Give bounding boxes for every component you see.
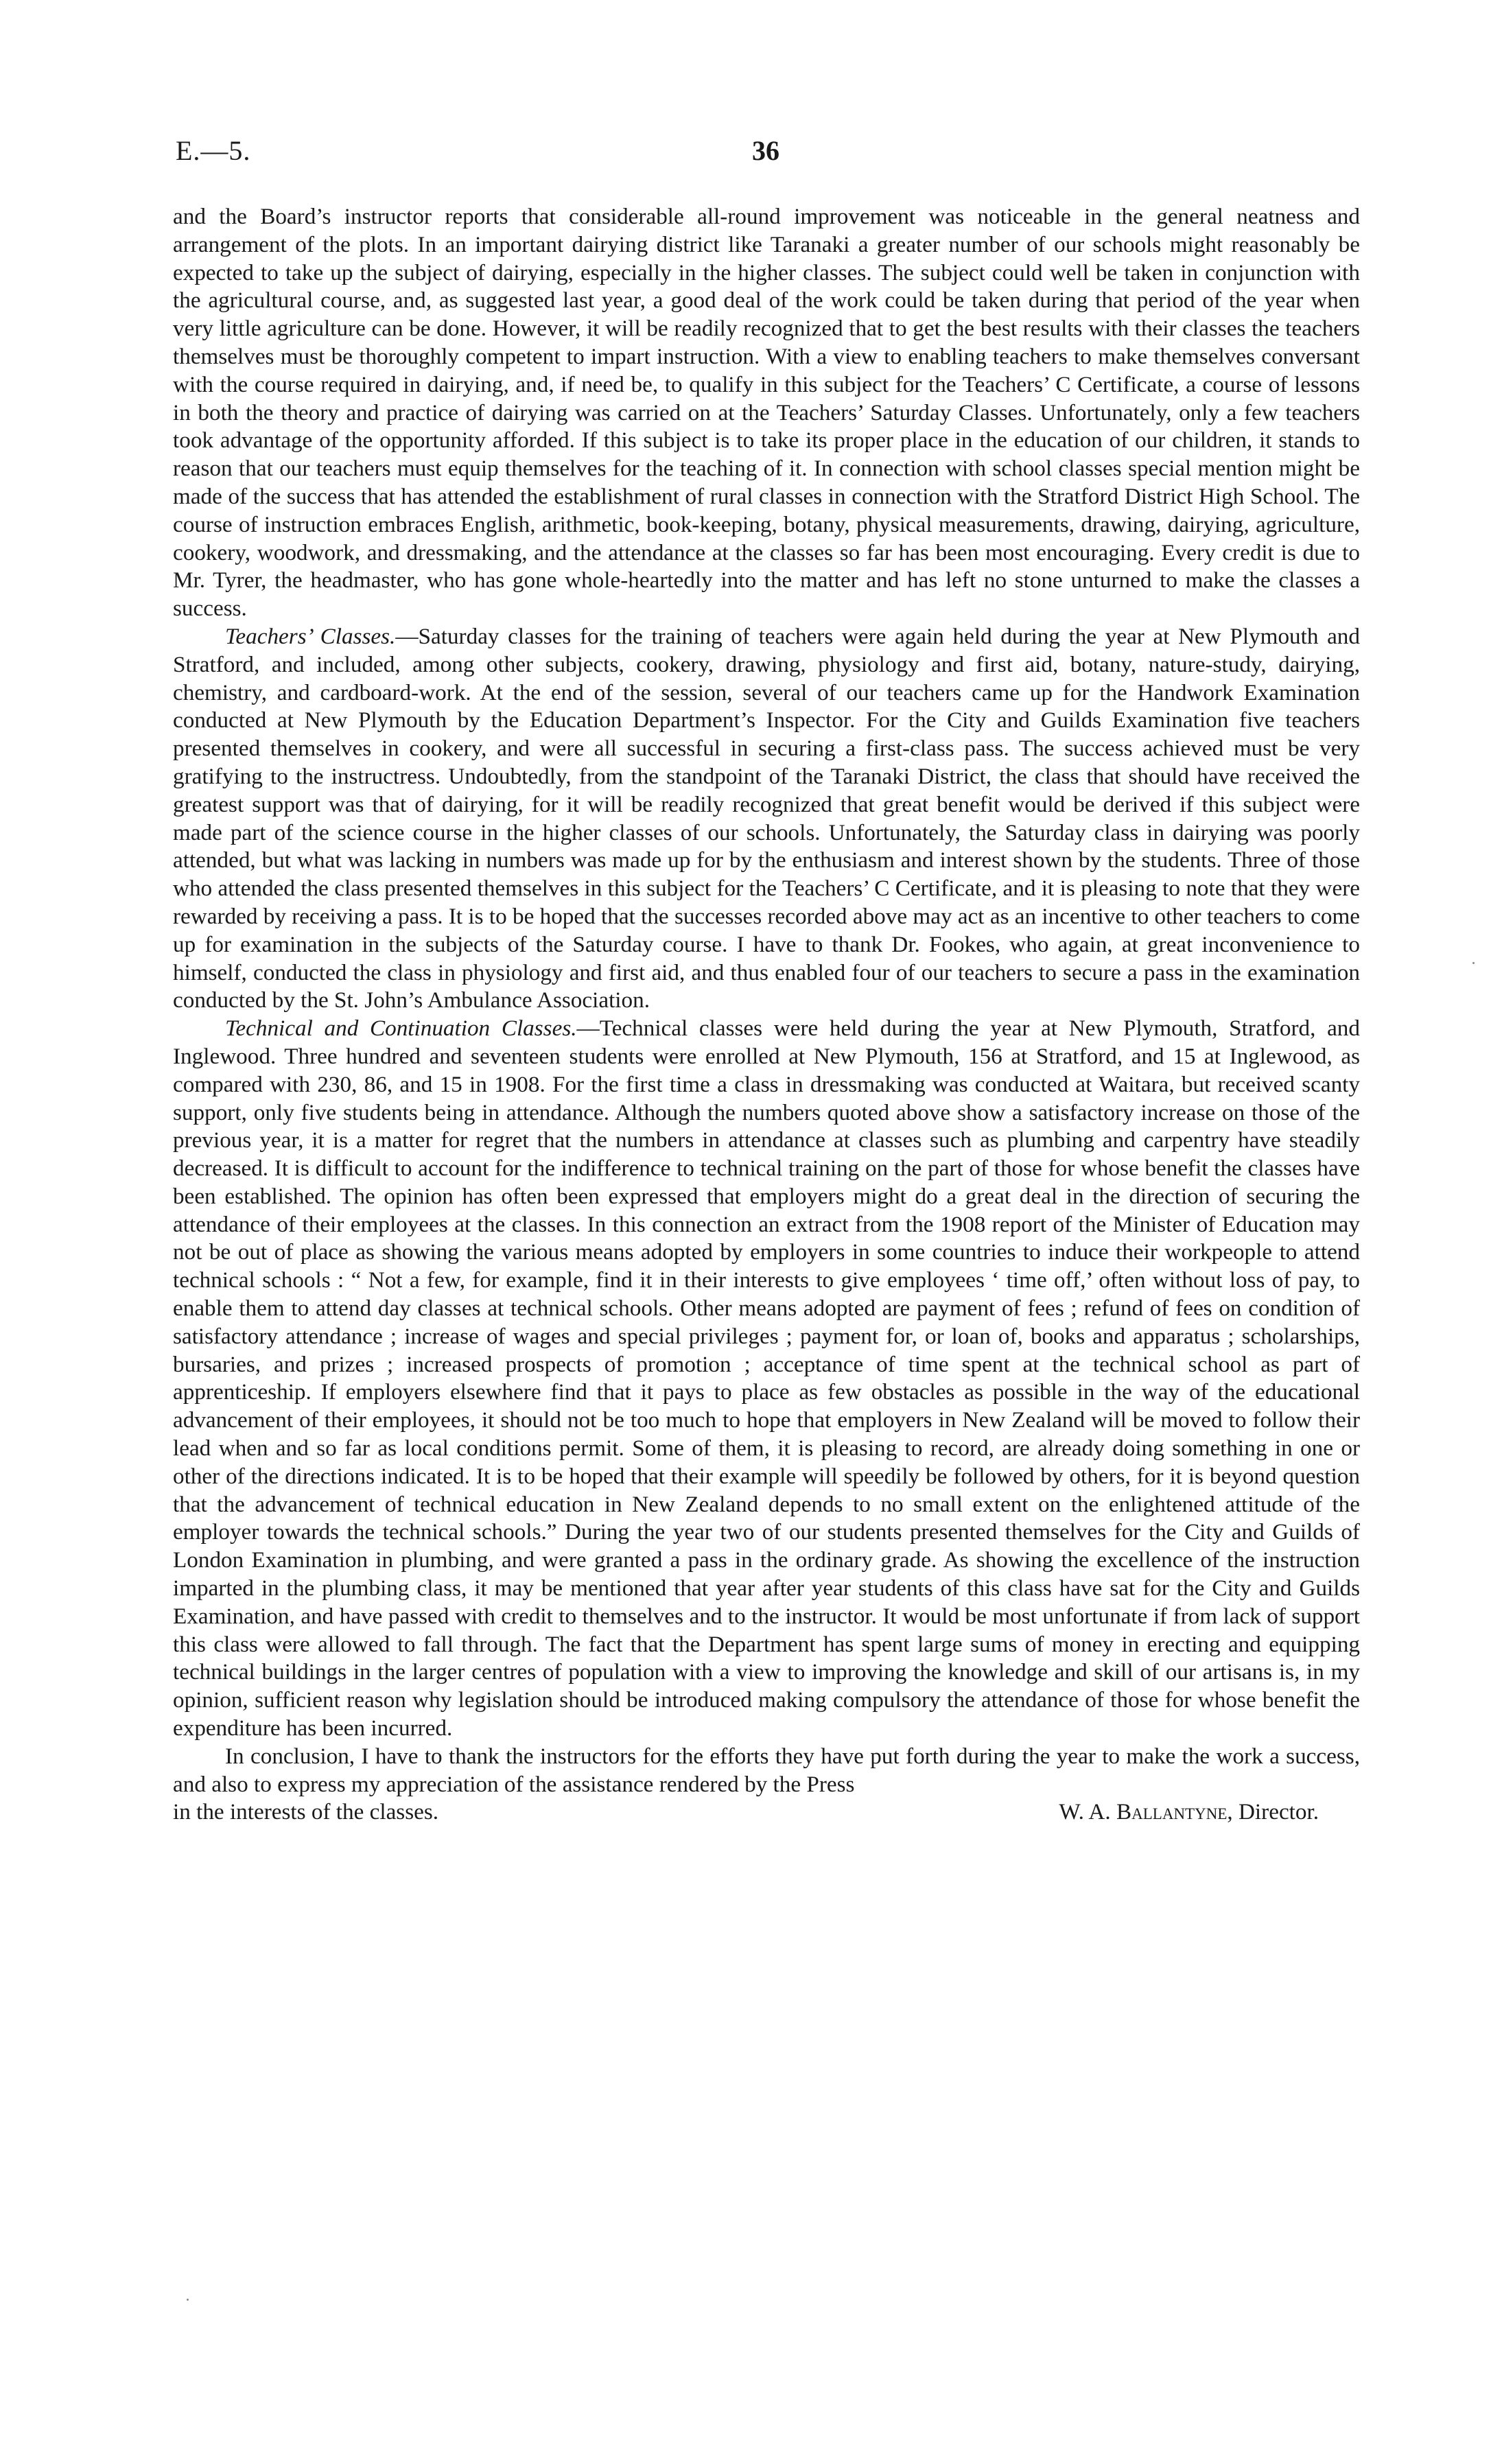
scan-speck xyxy=(187,2299,189,2301)
paragraph-conclusion xyxy=(173,1743,1360,1799)
paragraph-text: —Saturday classes for the training of teachers were again held during the year at New Plymouth and Stratford, and included, among other subjects, cookery, drawing, physiology and first aid, botany, nature-study, dairying, chemistry, and cardboard-work. At the end of the session, several of our teachers came up for the Handwork Examination conducted at New Plymouth by the Education Department’s Inspector. For the City and Guilds Examination five teachers presented themselves in cookery, and were all successful in securing a first-class pass. The success achieved must be very gratifying to the instructress. Undoubtedly, from the standpoint of the Taranaki District, the class that should have received the greatest support was that of dairying, for it will be readily recognized that great benefit would be derived if this subject were made part of the science course in the higher classes of our schools. Unfortunately, the Saturday class in dairying was poorly attended, but what was lacking in numbers was made up for by the enthusiasm and interest shown by the students. Three of those who attended the class presented themselves in this subject for the Teachers’ C Certificate, and it is pleasing to note that they were rewarded by receiving a pass. It is to be hoped that the successes recorded above may act as an incentive to other teachers to come up for examination in the subjects of the Saturday course. I have to thank Dr. Fookes, who again, at great inconvenience to himself, conducted the class in physiology and first aid, and thus enabled four of our teachers to secure a pass in the examination conducted by the St. John’s Ambulance Association. xyxy=(173,623,1360,1013)
signature-initials: W. A. xyxy=(1059,1799,1111,1825)
signature xyxy=(1059,1798,1360,1827)
paragraph-dairying xyxy=(173,203,1360,623)
paragraph-text: and the Board’s instructor reports that considerable all-round improvement was noticeable in the general neatness and arrangement of the plots. In an important dairying district like Taranaki a greater number of our schools might reasonably be expected to take up the subject of dairying, especially in the higher classes. The subject could well be taken in conjunction with the agricultural course, and, as suggested last year, a good deal of the work could be taken during that period of the year when very little agriculture can be done. However, it will be readily recognized that to get the best results with their classes the teachers themselves must be thoroughly competent to impart instruction. With a view to enabling teachers to make themselves conversant with the course required in dairying, and, if need be, to qualify in this subject for the Teachers’ C Certificate, a course of lessons in both the theory and practice of dairying was carried on at the Teachers’ Saturday Classes. Unfortunately, only a few teachers took advantage of the opportunity afforded. If this subject is to take its proper place in the education of our children, it stands to reason that our teachers must equip themselves for the teaching of it. In connection with school classes special mention might be made of the success that has attended the establishment of rural classes in connection with the Stratford District High School. The course of instruction embraces English, arithmetic, book-keeping, botany, physical measurements, drawing, dairying, agriculture, cookery, woodwork, and dressmaking, and the attendance at the classes so far has been most encouraging. Every credit is due to Mr. Tyrer, the headmaster, who has gone whole-heartedly into the matter and has left no stone unturned to make the classes a success. xyxy=(173,204,1360,622)
section-heading-technical-classes: Technical and Continuation Classes. xyxy=(225,1016,577,1042)
signature-line xyxy=(173,1798,1360,1827)
signature-title: , Director. xyxy=(1227,1799,1319,1825)
paragraph-teachers-classes xyxy=(173,623,1360,1015)
closing-last-line: in the interests of the classes. xyxy=(173,1799,439,1825)
report-body xyxy=(173,203,1360,1827)
document-reference: E.—5. xyxy=(176,135,251,166)
paragraph-text: In conclusion, I have to thank the instructors for the efforts they have put forth during the year to make the work a success, and also to express my appreciation of the assistance rendered by the Press xyxy=(173,1743,1360,1797)
page-number: 36 xyxy=(752,135,779,166)
signature-name: Ballantyne xyxy=(1116,1799,1228,1825)
page-header xyxy=(176,134,1356,183)
section-heading-teachers-classes: Teachers’ Classes. xyxy=(225,623,396,649)
paragraph-text: —Technical classes were held during the year at New Plymouth, Stratford, and Inglewood. Three hundred and seventeen students were enrolled at New Plymouth, 156 at Stratford, and 15 at Inglewood, as compared with 230, 86, and 15 in 1908. For the first time a class in dressmaking was conducted at Waitara, but received scanty support, only five students being in attendance. Although the numbers quoted above show a satisfactory increase on those of the previous year, it is a matter for regret that the numbers in attendance at classes such as plumbing and carpentry have steadily decreased. It is difficult to account for the indifference to technical training on the part of those for whose benefit the classes have been established. The opinion has often been expressed that employers might do a great deal in the direction of securing the attendance of their employees at the classes. In this connection an extract from the 1908 report of the Minister of Education may not be out of place as showing the various means adopted by employers in some countries to induce their workpeople to attend technical schools : “ Not a few, for example, find it in their interests to give employees ‘ time off,’ often without loss of pay, to enable them to attend day classes at technical schools. Other means adopted are payment of fees ; refund of fees on condition of satisfactory attendance ; increase of wages and special privileges ; payment for, or loan of, books and apparatus ; scholarships, bursaries, and prizes ; increased prospects of promotion ; acceptance of time spent at the technical school as part of apprenticeship. If employers elsewhere find that it pays to place as few obstacles as possible in the way of the educational advancement of their employees, it should not be too much to hope that employers in New Zealand will be moved to follow their lead when and so far as local conditions permit. Some of them, it is pleasing to record, are already doing something in one or other of the directions indicated. It is to be hoped that their example will speedily be followed by others, for it is beyond question that the advancement of technical education in New Zealand depends to no small extent on the enlightened attitude of the employer towards the technical schools.” During the year two of our students presented themselves for the City and Guilds of London Examination in plumbing, and were granted a pass in the ordinary grade. As showing the excellence of the instruction imparted in the plumbing class, it may be mentioned that year after year students of this class have sat for the City and Guilds Examination, and have passed with credit to themselves and to the instructor. It would be most unfortunate if from lack of support this class were allowed to fall through. The fact that the Department has spent large sums of money in erecting and equipping technical buildings in the larger centres of population with a view to improving the knowledge and skill of our artisans is, in my opinion, sufficient reason why legislation should be introduced making compulsory the attendance of those for whose benefit the expenditure has been incurred. xyxy=(173,1016,1360,1741)
scan-speck xyxy=(1472,962,1475,964)
paragraph-technical-classes xyxy=(173,1015,1360,1743)
